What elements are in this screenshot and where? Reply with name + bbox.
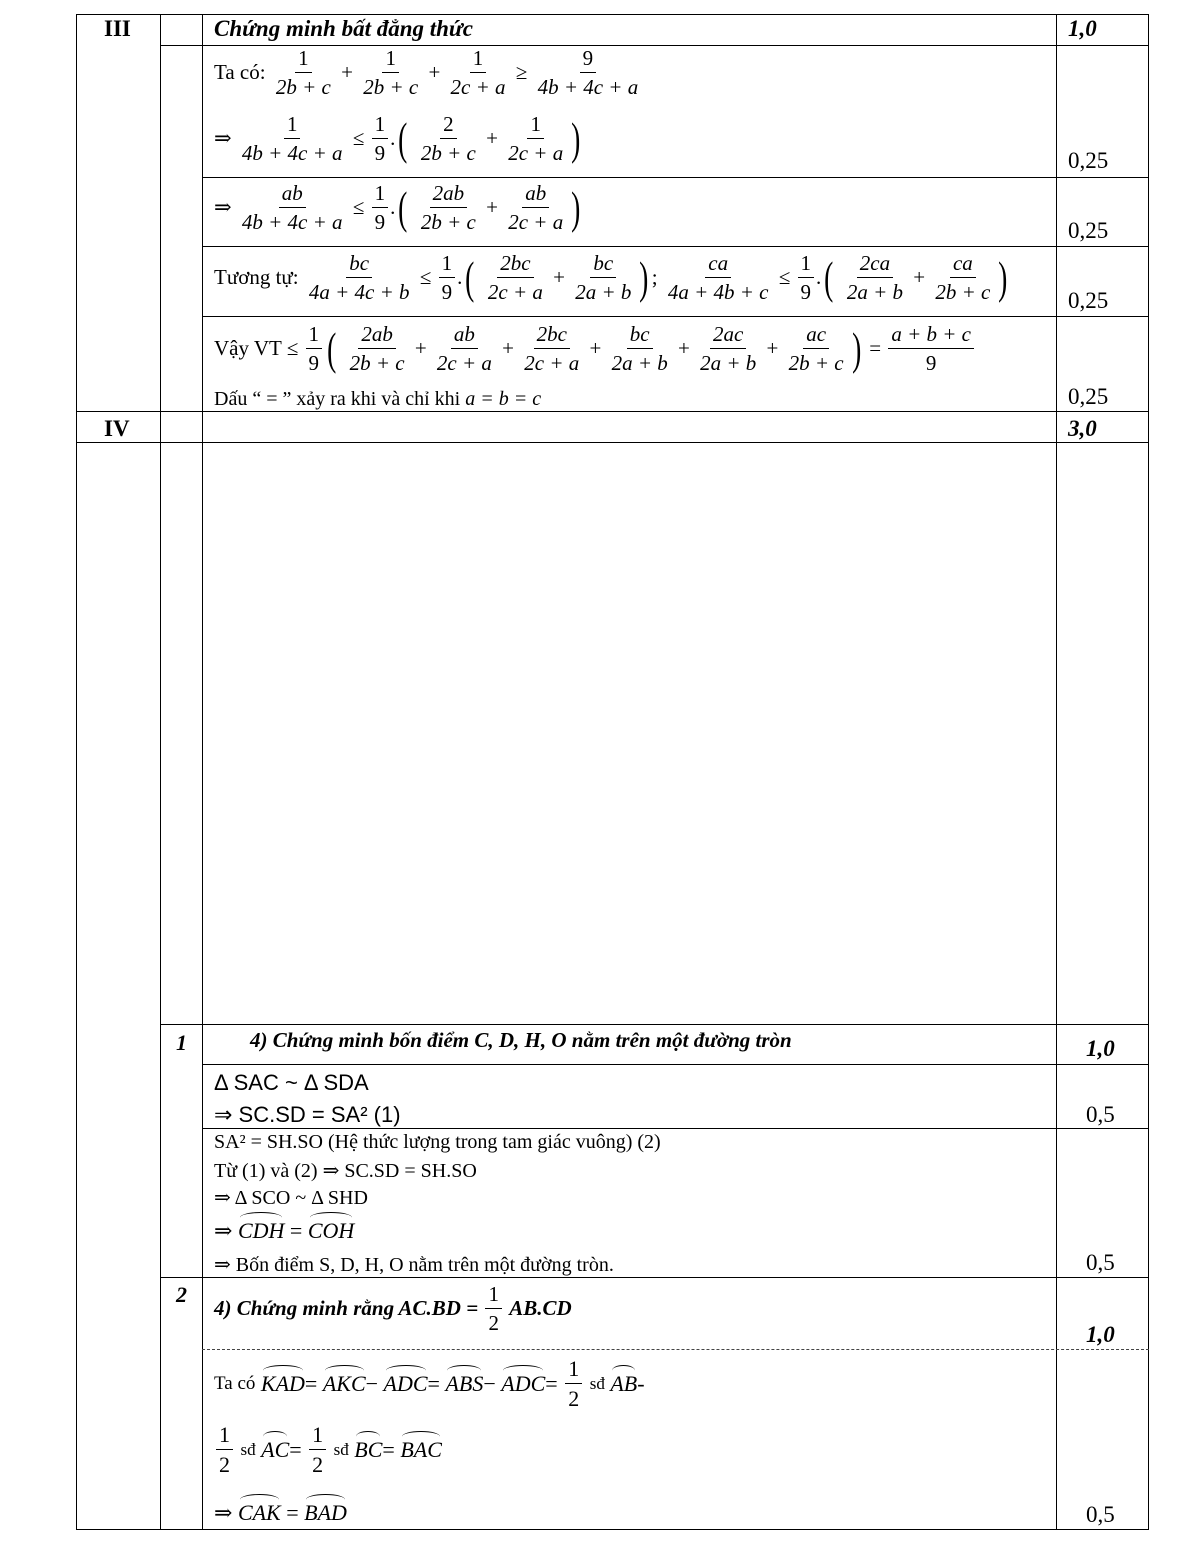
step-3-score: 0,25 xyxy=(1068,218,1109,243)
row-divider xyxy=(160,1277,1149,1278)
part-1-line-6: ⇒ CDH = COH xyxy=(214,1218,355,1243)
arc-CAK: CAK xyxy=(237,1500,281,1525)
part-1-score-2: 0,5 xyxy=(1086,1102,1115,1127)
col-divider-3 xyxy=(1056,14,1057,1530)
part-2-score-2: 0,5 xyxy=(1086,1502,1115,1527)
part-1-score-3: 0,5 xyxy=(1086,1250,1115,1275)
part-2-number: 2 xyxy=(176,1282,187,1307)
part-1-line-3: SA² = SH.SO (Hệ thức lượng trong tam giác vuông) (2) xyxy=(214,1131,661,1153)
table-border-left xyxy=(76,14,77,1530)
col-divider-1 xyxy=(160,14,161,1530)
part-2-score: 1,0 xyxy=(1086,1322,1115,1347)
row-divider xyxy=(160,1024,1149,1025)
part-1-number: 1 xyxy=(176,1030,187,1055)
col-divider-2 xyxy=(202,14,203,1530)
row-divider xyxy=(202,246,1149,247)
inequality-step-4: Tương tự: $\frac{bc}{4a + 4c + b}$ ≤ $\frac{1}{9}$ .( $\frac{2bc}{2c + a}$ + $\frac{bc}{2a + b}$ ) ; $\frac{ca}{4a + 4b + c}$ ≤ $\frac{1}{9}$ .( $\frac{2ca}{2a + b}$ + $\frac{ca}{2b + c}$ ) xyxy=(214,251,1008,305)
step-5-score: 0,25 xyxy=(1068,384,1109,409)
part-1-title: 4) Chứng minh bốn điểm C, D, H, O nằm trên một đường tròn xyxy=(250,1028,792,1052)
part-2-title: 4) Chứng minh rằng AC.BD = $\frac{1}{2}$ AB.CD xyxy=(214,1282,572,1336)
step-prefix: Vậy VT ≤ xyxy=(214,336,299,361)
part-1-line-7: ⇒ Bốn điểm S, D, H, O nằm trên một đường tròn. xyxy=(214,1254,614,1276)
row-divider xyxy=(202,316,1149,317)
step-prefix: ⇒ xyxy=(214,195,232,220)
part-1-score: 1,0 xyxy=(1086,1036,1115,1061)
equality-condition: Dấu “ = ” xảy ra khi và chỉ khi a = b = c xyxy=(214,388,542,410)
step-4-score: 0,25 xyxy=(1068,288,1109,313)
section-3-number: III xyxy=(104,16,131,41)
part-2-line-1: Ta có KAD= AKC− ADC= ABS− ADC= $\frac{1}{2}$ sđ AB- xyxy=(214,1356,645,1412)
table-border-top xyxy=(76,14,1149,15)
row-divider-dashed xyxy=(202,1349,1149,1350)
part-1-line-5: ⇒ Δ SCO ~ Δ SHD xyxy=(214,1187,368,1209)
row-divider xyxy=(202,1064,1149,1065)
part-1-line-4: Từ (1) và (2) ⇒ SC.SD = SH.SO xyxy=(214,1160,477,1182)
part-1-line-1: Δ SAC ~ Δ SDA xyxy=(214,1070,369,1095)
row-divider xyxy=(76,411,1149,412)
section-3-score: 1,0 xyxy=(1068,16,1097,41)
table-border-right xyxy=(1148,14,1149,1530)
row-divider xyxy=(202,177,1149,178)
inequality-step-3: ⇒ $\frac{ab}{4b + 4c + a}$ ≤ $\frac{1}{9}$ .( $\frac{2ab}{2b + c}$ + $\frac{ab}{2c + a}$ ) xyxy=(214,181,581,235)
table-border-bottom xyxy=(76,1529,1149,1530)
section-3-title: Chứng minh bất đẳng thức xyxy=(214,16,473,41)
row-divider xyxy=(202,1128,1149,1129)
section-4-number: IV xyxy=(104,416,130,441)
arc-CDH: CDH xyxy=(237,1218,285,1243)
part-2-line-3: ⇒ CAK = BAD xyxy=(214,1500,347,1525)
step-2-score: 0,25 xyxy=(1068,148,1109,173)
section-4-score: 3,0 xyxy=(1068,416,1097,441)
step-prefix: Tương tự: xyxy=(214,265,299,290)
inequality-step-5: Vậy VT ≤ $\frac{1}{9}$ ( $\frac{2ab}{2b + c}$ + $\frac{ab}{2c + a}$ + $\frac{2bc}{2c + a}$ + $\frac{bc}{2a + b}$ + $\frac{2ac}{2a + b}$ + $\frac{ac}{2b + c}$ ) = $\frac{a + b + c}{9}$ xyxy=(214,322,976,375)
part-1-line-2: ⇒ SC.SD = SA² (1) xyxy=(214,1102,401,1127)
step-prefix: ⇒ xyxy=(214,126,232,151)
arc-BAD: BAD xyxy=(304,1500,347,1525)
inequality-step-2: ⇒ $\frac{1}{4b + 4c + a}$ ≤ $\frac{1}{9}$ .( $\frac{2}{2b + c}$ + $\frac{1}{2c + a}$ ) xyxy=(214,112,581,166)
step-prefix: Ta có: xyxy=(214,60,266,85)
arc-COH: COH xyxy=(307,1218,355,1243)
inequality-step-1: Ta có: $\frac{1}{2b + c}$ + $\frac{1}{2b + c}$ + $\frac{1}{2c + a}$ ≥ $\frac{9}{4b + 4c + a}$ xyxy=(214,46,639,100)
part-2-line-2: $\frac{1}{2}$ sđ AC= $\frac{1}{2}$ sđ BC= BAC xyxy=(214,1422,442,1478)
row-divider xyxy=(76,442,1149,443)
